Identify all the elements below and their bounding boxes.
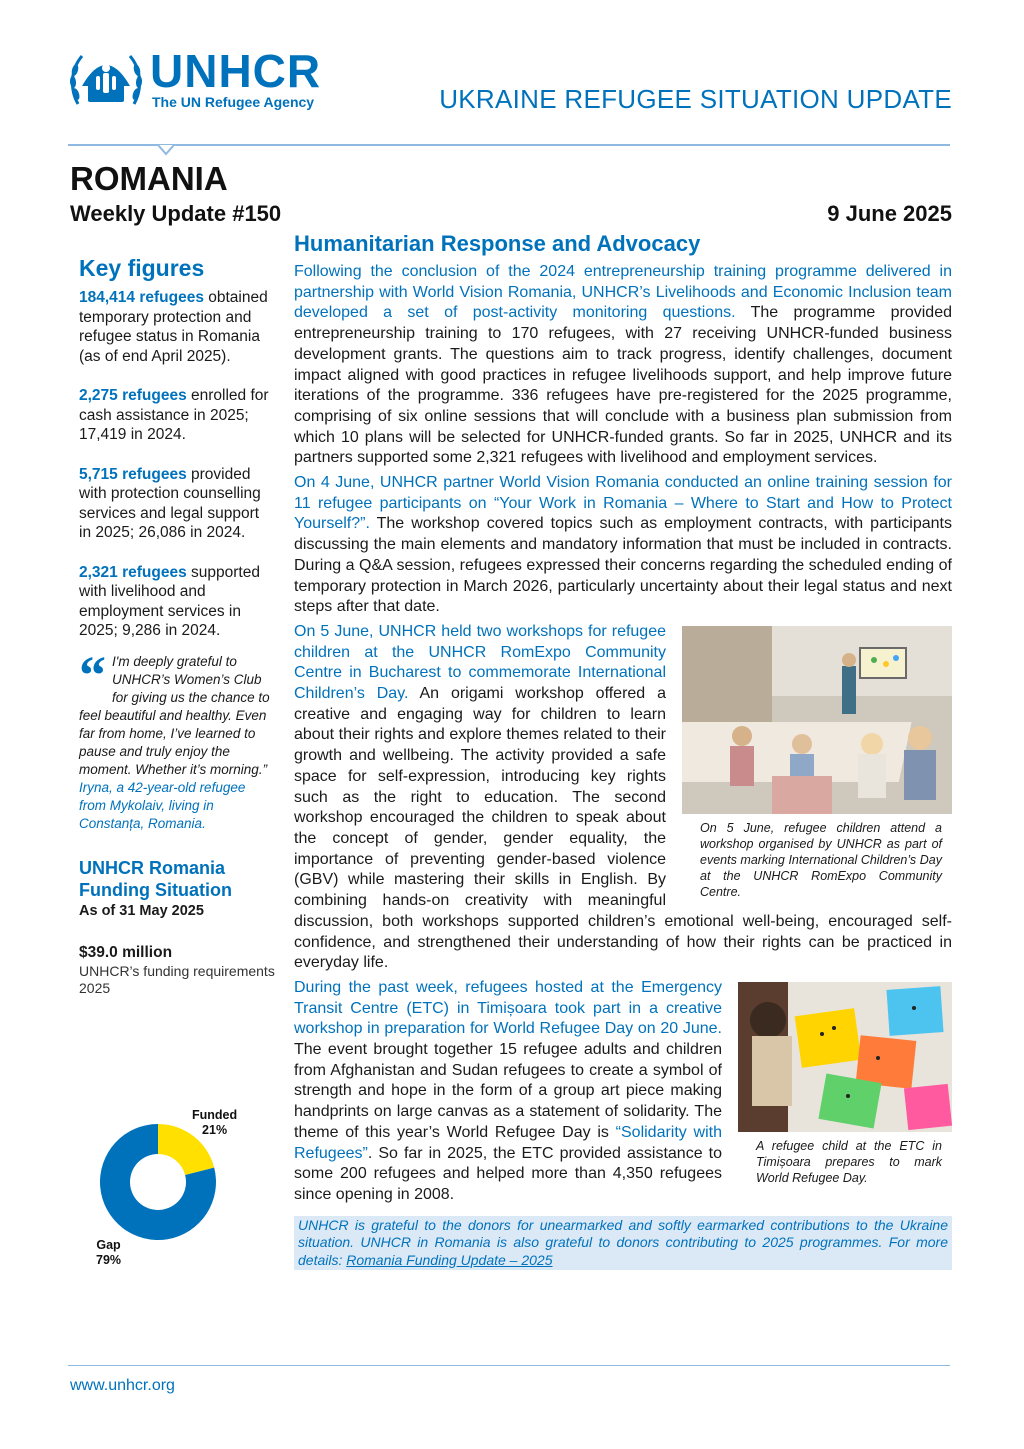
key-figure-text: provided with protection counselling services and legal support in 2025; 26,086 in 2024.	[79, 465, 261, 541]
paragraph-body: The programme provided entrepreneurship training to 170 refugees, with 27 receiving UNHCR-funded business development grants. The questions aim to track progress, identify challenges, document impact aligned with good practices in refugee livelihoods support, and help improve future iterations of the programme. 336 refugees have pre-registered for the 2025 programme, comprising of six online sessions that will conclude with a business plan submission from which 10 plans will be selected for UNHCR-funded grants. So far in 2025, UNHCR and its partners supported some 2,321 refugees with livelihood and employment services.	[294, 304, 953, 467]
funding-title: UNHCR Romania Funding Situation	[79, 857, 232, 900]
key-figure-highlight: 5,715 refugees	[79, 465, 187, 483]
paragraph-lead: On 5 June, UNHCR held two workshops for refugee children at the UNHCR RomExpo Community Centre in Bucharest to commemorate International Children’s Day.	[294, 622, 666, 703]
key-figure	[79, 386, 275, 445]
paragraph-lead: During the past week, refugees hosted at the Emergency Transit Centre (ETC) in Timișoara took part in a creative workshop in preparation for World Refugee Day on 20 June.	[294, 978, 722, 1038]
photo-caption: A refugee child at the ETC in Timișoara prepares to mark World Refugee Day.	[756, 1138, 942, 1185]
key-figure-text: obtained temporary protection and refugee status in Romania (as of end April 2025).	[79, 289, 268, 365]
gap-value: 79%	[96, 1253, 122, 1267]
photo-caption: On 5 June, refugee children attend a workshop organised by UNHCR as part of events marking International Children’s Day at the UNHCR RomExpo Community Centre.	[700, 820, 942, 899]
quote-attribution: Iryna, a 42-year-old refugee from Mykolaiv, living in Constanța, Romania.	[79, 779, 246, 831]
header-divider	[68, 144, 950, 146]
weekly-update-number: Weekly Update #150	[70, 201, 282, 226]
figure-world-refugee-day	[738, 982, 952, 1186]
funded-label	[192, 1108, 237, 1138]
figure-childrens-day	[682, 626, 952, 900]
paragraph-livelihoods	[294, 262, 952, 469]
refugee-quote	[79, 644, 275, 833]
footer-divider	[68, 1365, 950, 1366]
theme-link[interactable]: “Solidarity with Refugees”	[294, 1123, 723, 1162]
paragraph-body: The workshop covered topics such as employment contracts, with participants discussing the main elements and mandatory information that must be included in contracts. During a Q&A session, refugees expressed their concerns regarding the scheduled ending of temporary protection in March 2026, particularly uncertainty about their legal status and next steps after that date.	[294, 515, 952, 616]
key-figure	[79, 465, 275, 543]
gap-category: Gap	[96, 1238, 121, 1252]
section-heading: Humanitarian Response and Advocacy	[294, 231, 701, 256]
photo-handprint-art	[738, 982, 952, 1132]
country-title: ROMANIA	[70, 160, 228, 197]
donor-text: UNHCR is grateful to the donors for unearmarked and softly earmarked contributions to the Ukraine situation. UNHCR in Romania is also grateful to donors contributing to 2025 programmes. For more details:	[298, 1216, 948, 1268]
photo-workshop-classroom	[682, 626, 952, 814]
footer-website-link[interactable]: www.unhcr.org	[70, 1377, 175, 1394]
funded-category: Funded	[192, 1108, 238, 1122]
funding-donut-chart	[70, 1105, 270, 1275]
donor-acknowledgement	[294, 1216, 952, 1271]
key-figures-sidebar	[79, 254, 275, 997]
gap-label	[96, 1238, 121, 1268]
document-title: UKRAINE REFUGEE SITUATION UPDATE	[439, 84, 952, 114]
logo-tagline: The UN Refugee Agency	[152, 94, 315, 110]
funding-requirements-label: UNHCR’s funding requirements 2025	[79, 962, 275, 996]
paragraph-online-training	[294, 473, 952, 618]
paragraph-lead: Following the conclusion of the 2024 entrepreneurship training programme delivered in partnership with World Vision Romania, UNHCR’s Livelihoods and Economic Inclusion team developed a set of post-activity monitoring questions.	[294, 263, 952, 322]
funding-as-of: As of 31 May 2025	[79, 902, 204, 919]
paragraph-body-end: . So far in 2025, the ETC provided assistance to some 200 refugees and helped more than 4,350 refugees since opening in 2008.	[294, 1144, 722, 1203]
funding-amount: $39.0 million	[79, 944, 173, 961]
main-content	[294, 230, 952, 1270]
logo-wordmark: UNHCR	[150, 45, 322, 97]
quote-mark-icon: “	[79, 644, 106, 705]
header-notch	[158, 145, 174, 161]
quote-text: I'm deeply grateful to UNHCR’s Women’s Club for giving us the chance to feel beautiful and healthy. Even far from home, I’ve learned to pause and truly enjoy the moment. Whether it’s morning.”	[79, 653, 270, 777]
funded-value: 21%	[202, 1123, 228, 1137]
key-figure-text: supported with livelihood and employment services in 2025; 9,286 in 2024.	[79, 563, 260, 639]
funding-update-link[interactable]: Romania Funding Update – 2025	[346, 1251, 553, 1268]
paragraph-body: An origami workshop offered a creative and engaging way for children to learn about their rights and explore themes related to their growth and wellbeing. The activity provided a safe space for self-expression, introducing key rights such as the right to education. The second workshop encouraged the children to speak about the concept of gender, gender equality, the importance of preventing gender-based violence (GBV) while mastering their skills in English. By combining hands-on creativity with meaningful discussion, both workshops supported children’s emotional well-being, encouraged self-confidence, and strengthened their understanding of how their rights can be practiced in everyday life.	[294, 685, 952, 972]
key-figure-text: enrolled for cash assistance in 2025; 17,419 in 2024.	[79, 387, 269, 443]
key-figure-highlight: 2,321 refugees	[79, 563, 187, 581]
key-figure	[79, 563, 275, 641]
key-figures-title: Key figures	[79, 255, 205, 281]
key-figure	[79, 288, 275, 366]
key-figure-highlight: 2,275 refugees	[79, 387, 187, 404]
paragraph-lead: On 4 June, UNHCR partner World Vision Romania conducted an online training session for 11 refugee participants on “Your Work in Romania – Where to Start and How to Protect Yourself?”.	[294, 474, 952, 533]
paragraph-body: The event brought together 15 refugee adults and children from Afghanistan and Sudan refugees to create a symbol of strength and hope in the form of a group art piece making handprints on large canvas as a statement of solidarity. The theme of this year’s World Refugee Day is	[294, 1041, 722, 1141]
unhcr-emblem-icon	[68, 46, 144, 116]
key-figure-highlight: 184,414 refugees	[79, 289, 204, 306]
publication-date: 9 June 2025	[827, 201, 952, 226]
unhcr-logo	[68, 46, 338, 116]
